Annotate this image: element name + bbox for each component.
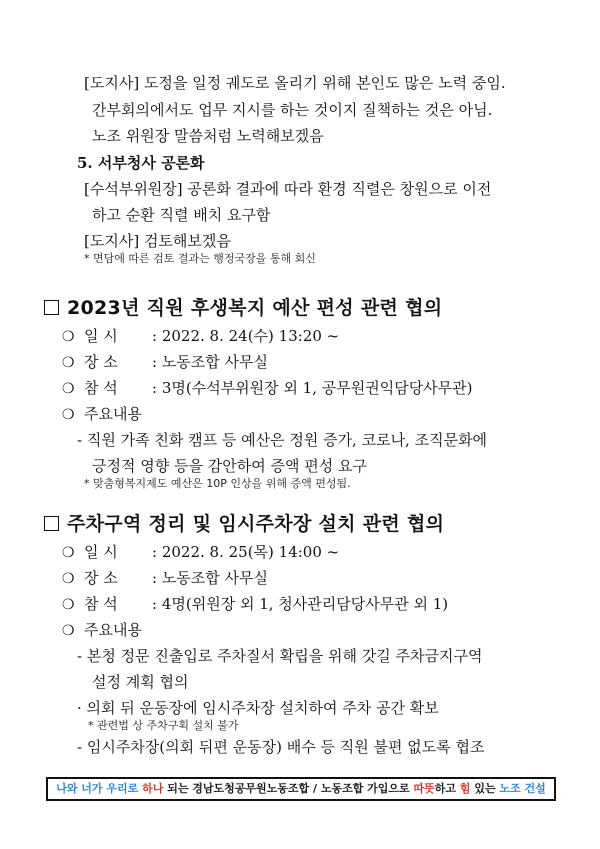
top-line-2: 간부회의에서도 업무 지시를 하는 것이지 질책하는 것은 아님. [92, 101, 493, 119]
section2-title [44, 512, 444, 536]
date-label: 일 시 [84, 327, 118, 345]
date-value: : 2022. 8. 24(수) 13:20 ~ [152, 327, 340, 345]
checkbox-square-icon [44, 516, 59, 531]
attend-label: 참 석 [84, 379, 118, 397]
attend-value: : 4명(위원장 외 1, 청사관리담당사무관 외 1) [152, 595, 449, 613]
footer-part: 되는 경남도청공무원노동조합 / 노동조합 가입으로 [163, 782, 414, 795]
top-line-3: 노조 위원장 말씀처럼 노력해보겠음 [92, 127, 324, 145]
section1-note: * 맞춤형복지제도 예산은 10P 인상을 위해 증액 편성됨. [84, 477, 351, 490]
section2-last-line: - 임시주차장(의회 뒤편 운동장) 배수 등 직원 불편 없도록 협조 [77, 738, 485, 756]
footer-part: 하나 [142, 782, 164, 795]
place-value: : 노동조합 사무실 [152, 569, 269, 587]
footer-slogan-box [46, 777, 556, 801]
section1-content-row [62, 404, 142, 425]
section2-date-row [62, 542, 339, 563]
section1-content-line-1: - 직원 가족 친화 캠프 등 예산은 정원 증가, 코로나, 조직문화에 [77, 431, 488, 449]
circle-bullet-icon: ❍ [62, 623, 75, 639]
section1-date-row [62, 326, 339, 347]
item5-note: * 면담에 따른 검토 결과는 행정국장을 통해 회신 [84, 252, 316, 265]
footer-part: 힘 [459, 782, 471, 795]
footer-part: 나와 너가 우리로 [56, 782, 143, 795]
section2-content-line-2: 설정 계획 협의 [92, 673, 189, 691]
section1-title-text: 2023년 직원 후생복지 예산 편성 관련 협의 [67, 297, 443, 319]
section1-content-line-2: 긍정적 영향 등을 감안하여 증액 편성 요구 [92, 457, 367, 475]
checkbox-square-icon [44, 300, 59, 315]
footer-part: 따뜻 [413, 782, 435, 795]
footer-part: 하고 [434, 782, 460, 795]
place-label: 장 소 [84, 353, 118, 371]
section2-attend-row [62, 594, 448, 615]
circle-bullet-icon: ❍ [62, 407, 75, 423]
section1-place-row [62, 352, 268, 373]
item5-title: 5. 서부청사 공론화 [77, 154, 205, 172]
content-label: 주요내용 [84, 621, 142, 639]
place-label: 장 소 [84, 569, 118, 587]
section2-content-line-3: · 의회 뒤 운동장에 임시주차장 설치하여 주차 공간 확보 [77, 699, 439, 717]
section2-note: * 관련법 상 주차구획 설치 불가 [88, 719, 239, 732]
section1-title [44, 296, 442, 320]
section2-content-row [62, 620, 142, 641]
section1-attend-row [62, 378, 473, 399]
date-label: 일 시 [84, 543, 118, 561]
circle-bullet-icon: ❍ [62, 597, 75, 613]
date-value: : 2022. 8. 25(목) 14:00 ~ [152, 543, 340, 561]
footer-part: 노조 건설 [499, 782, 546, 795]
top-line-1: [도지사] 도정을 일정 궤도로 올리기 위해 본인도 많은 노력 중임. [84, 74, 506, 92]
item5-line-1: [수석부위원장] 공론화 결과에 따라 환경 직렬은 창원으로 이전 [84, 180, 492, 198]
circle-bullet-icon: ❍ [62, 381, 75, 397]
item5-line-3: [도지사] 검토해보겠음 [84, 232, 231, 250]
section2-content-line-1: - 본청 정문 진출입로 주차질서 확립을 위해 갓길 주차금지구역 [77, 647, 483, 665]
attend-label: 참 석 [84, 595, 118, 613]
section2-title-text: 주차구역 정리 및 임시주차장 설치 관련 협의 [67, 513, 445, 535]
circle-bullet-icon: ❍ [62, 329, 75, 345]
item5-line-2: 하고 순환 직렬 배치 요구함 [92, 206, 271, 224]
circle-bullet-icon: ❍ [62, 545, 75, 561]
circle-bullet-icon: ❍ [62, 571, 75, 587]
place-value: : 노동조합 사무실 [152, 353, 269, 371]
section2-place-row [62, 568, 268, 589]
content-label: 주요내용 [84, 405, 142, 423]
footer-part: 있는 [470, 782, 500, 795]
circle-bullet-icon: ❍ [62, 355, 75, 371]
attend-value: : 3명(수석부위원장 외 1, 공무원권익담당사무관) [152, 379, 473, 397]
